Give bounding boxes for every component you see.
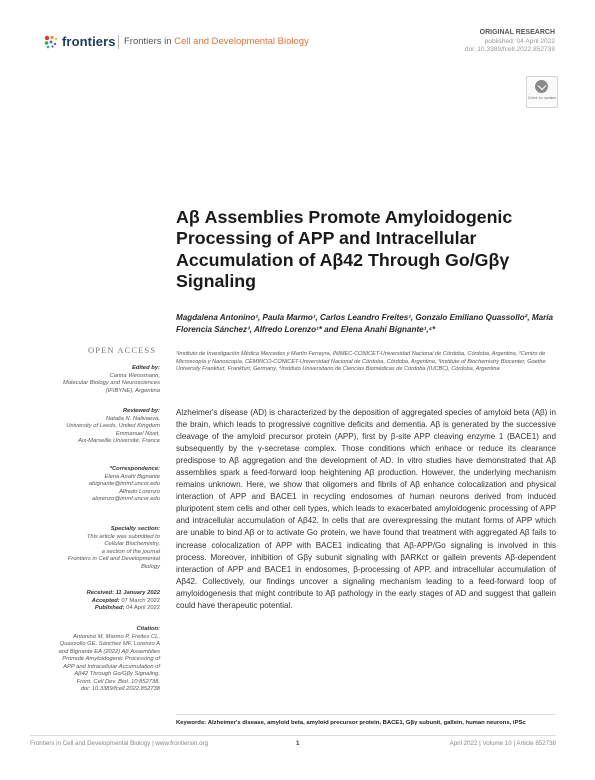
date-label: Published: (94, 605, 125, 611)
citation-line: Quassollo GE, Sánchez MF, Lorenzo A (59, 641, 160, 647)
date-value: 04 April 2022 (126, 605, 160, 611)
header-divider (118, 35, 119, 49)
journal-name[interactable] (124, 36, 309, 47)
citation-line: and Bignante EA (2022) Aβ Assemblies (58, 648, 160, 655)
date-received (30, 590, 160, 598)
specialty-line: Biology (140, 563, 160, 570)
specialty-line: Cellular Biochemistry, (104, 541, 160, 547)
citation-line: Aβ42 Through Go/Gβγ Signaling. (74, 671, 160, 677)
reviewer-line: Natalia N. Nalivaeva, (105, 415, 160, 422)
specialty-line: a section of the journal (101, 548, 160, 555)
citation-label: Citation: (136, 626, 160, 632)
footer-divider (30, 735, 556, 736)
specialty-line: Frontiers in Cell and Developmental (67, 556, 160, 562)
article-doi[interactable]: doi: 10.3389/fcell.2022.852738 (464, 46, 555, 54)
edited-by-label: Edited by: (131, 365, 160, 371)
citation-line: APP and Intracellular Accumulation of (63, 663, 160, 670)
page-number: 1 (296, 740, 300, 747)
page-header (0, 0, 595, 62)
specialty-label: Specialty section: (110, 526, 160, 532)
article-meta (465, 29, 555, 55)
date-label: Received: (86, 590, 114, 596)
article-title: Aβ Assemblies Promote Amyloidogenic Processing of APP and Intracellular Accumulation of Aβ42 Through Go/Gβγ Signaling (176, 207, 513, 291)
editor-line: (IFIBYNE), Argentina (105, 387, 160, 394)
keywords-divider (176, 714, 556, 715)
correspondence-label: *Correspondence: (109, 466, 160, 472)
reviewer-line: Aix-Marseille Université, France (78, 438, 160, 444)
keywords-label: Keywords: (176, 720, 207, 726)
specialty-section (30, 526, 160, 571)
dates-section (30, 590, 160, 613)
date-accepted (30, 598, 160, 606)
correspondent-email-link[interactable]: alorenzo@immf.uncor.edu (92, 496, 160, 502)
reviewer-line: Emmanuel Nivet, (115, 430, 160, 437)
correspondent-name: Alfredo Lorenzo (119, 488, 160, 495)
open-access-label[interactable]: OPEN ACCESS (88, 345, 157, 355)
frontiers-logo-icon (44, 35, 58, 49)
citation-line: Antonino M, Marmo P, Freites CL, (73, 633, 160, 640)
keywords-value: Alzheimer's disease, amyloid beta, amyloid precursor protein, BACE1, Gβγ subunit, gallein, human neurons, iPSc (207, 720, 526, 726)
editor-line: Molecular Biology and Neurosciences (63, 380, 160, 386)
reviewed-by-section (30, 408, 160, 446)
keywords (176, 719, 556, 727)
published-date: published: 04 April 2022 (484, 37, 555, 45)
specialty-line: This article was submitted to (86, 533, 160, 540)
date-label: Accepted: (91, 597, 120, 604)
frontiers-logo-text: frontiers (62, 34, 116, 49)
reviewed-by-label: Reviewed by: (122, 408, 160, 414)
check-icon (535, 80, 548, 93)
footer-journal-link[interactable]: Frontiers in Cell and Developmental Biology | www.frontiersin.org (30, 740, 209, 747)
journal-name-prefix: Frontiers in (124, 36, 175, 47)
journal-name-accent: Cell and Developmental Biology (174, 36, 309, 47)
check-for-updates-badge[interactable] (526, 76, 558, 108)
affiliations: ¹Instituto de Investigación Médica Mercedes y Martín Ferreyra, INIMEC-CONICET-Universidad Nacional de Córdoba, Córdoba, Argentina, ²Centro de Microscopía y Nanoscopía, CEMINCO-CONICET-Universidad Nacional de Córdoba, Córdoba, Argentina, ³Institute of Biochemistry Biocenter, Goethe University Frankfurt, Frankfurt, Germany, ⁴Instituto Universitario de Ciencias Biomédicas de Córdoba (IUCBC), Córdoba, Argentina (176, 351, 546, 373)
citation-line: Front. Cell Dev. Biol. 10:852738. (76, 678, 160, 685)
reviewer-line: University of Leeds, United Kingdom (66, 423, 160, 429)
author-list: Magdalena Antonino¹, Paula Marmo¹, Carlos Leandro Freites¹, Gonzalo Emiliano Quassollo², María Florencia Sánchez³, Alfredo Lorenzo¹* and Elena Anahi Bignante¹,⁴* (176, 313, 554, 334)
check-for-updates-label: Check for updates (527, 96, 557, 100)
correspondent-email-link[interactable]: abignante@immf.uncor.edu (88, 481, 160, 487)
correspondence-section (30, 466, 160, 504)
footer-issue-info: April 2022 | Volume 10 | Article 852738 (449, 740, 556, 747)
citation-line: Promote Amyloidogenic Processing of (62, 656, 160, 662)
edited-by-section (30, 365, 160, 395)
date-published (30, 605, 160, 613)
citation-section (30, 626, 160, 694)
correspondent-name: Elena Anahi Bignante (104, 473, 160, 480)
editor-line: Carina Weissmann, (109, 372, 160, 379)
abstract-text: Alzheimer's disease (AD) is characterized by the deposition of aggregated species of amyloid beta (Aβ) in the brain, which leads to progressive cognitive deficits and dementia. Aβ is generated by the successive cleavage of the amyloid precursor protein (APP), first by β-site APP cleaving enzyme 1 (BACE1) and subsequently by the γ-secretase complex. Those conditions which enhace or reduce its clearance predispose to Aβ aggregation and the development of AD. In vitro studies have demonstrated that Aβ assemblies spark a feed-forward loop heightening Aβ production. However, the underlying mechanism remains unknown. Here, we show that oligomers and fibrils of Aβ enhance colocalization and physical interaction of APP and BACE1 in recycling endosomes of human neurons derived from induced pluripotent stem cells and other cell types, which leads to exacerbated amyloidogenic processing of APP and intracellular accumulation of Aβ42. In cells that are overexpressing the mutant forms of APP which are unable to bind Aβ or to activate Go protein, we have found that treatment with aggregated Aβ fails to increase colocalization of APP with BACE1 indicating that Aβ-APP/Go signaling is involved in this process. Moreover, inhibition of Gβγ subunit signaling with βARKct or gallein prevents Aβ-dependent interaction of APP and BACE1 in endosomes, β-processing of APP, and intracellular accumulation of Aβ42. Collectively, our findings uncover a signaling mechanism leading to a feed-forward loop of amyloidogenesis that might contribute to Aβ pathology in the early stages of AD and suggest that gallein could have therapeutic potential. (176, 408, 556, 610)
citation-doi-link[interactable]: doi: 10.3389/fcell.2022.852738 (80, 686, 160, 692)
date-value: 11 January 2022 (115, 590, 160, 596)
date-value: 07 March 2022 (121, 597, 160, 604)
article-type: ORIGINAL RESEARCH (479, 29, 555, 36)
